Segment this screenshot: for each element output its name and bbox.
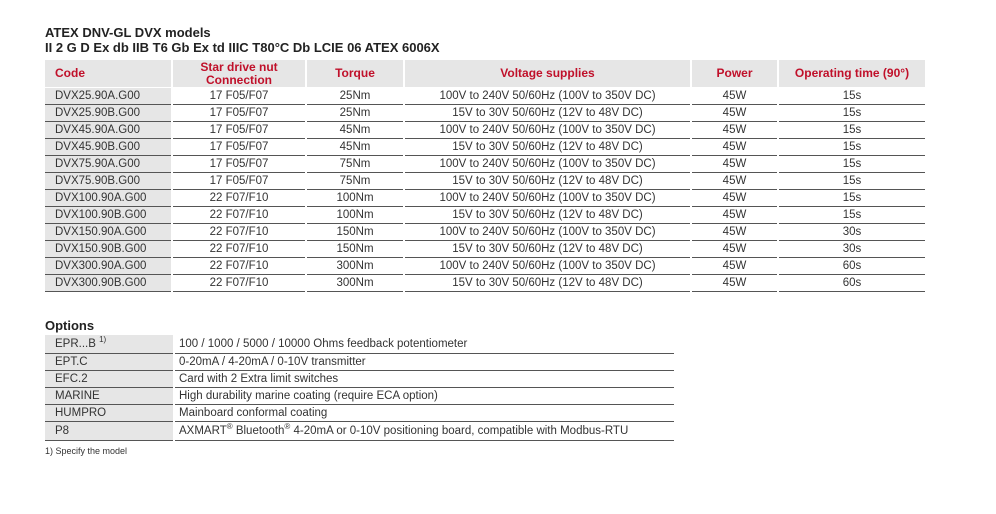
code-cell: DVX25.90B.G00 [45,105,172,122]
code-cell: DVX300.90A.G00 [45,258,172,275]
option-row [45,422,674,441]
option-description: High durability marine coating (require ECA option) [174,388,674,405]
operating-time-cell: 15s [778,190,925,207]
operating-time-cell: 15s [778,88,925,105]
star-drive-nut-cell: 22 F07/F10 [172,275,306,292]
model-row [45,275,925,292]
code-cell: DVX300.90B.G00 [45,275,172,292]
header-code: Code [45,60,172,88]
registered-mark: ® [284,422,291,432]
torque-cell: 45Nm [306,122,404,139]
option-code [45,388,174,405]
option-code-text: HUMPRO [55,407,107,419]
voltage-cell: 15V to 30V 50/60Hz (12V to 48V DC) [404,207,691,224]
torque-cell: 25Nm [306,88,404,105]
model-row [45,224,925,241]
model-row [45,139,925,156]
power-cell: 45W [691,258,778,275]
code-cell: DVX45.90B.G00 [45,139,172,156]
star-drive-nut-cell: 17 F05/F07 [172,156,306,173]
torque-cell: 150Nm [306,224,404,241]
power-cell: 45W [691,156,778,173]
operating-time-cell: 15s [778,156,925,173]
option-code [45,371,174,388]
power-cell: 45W [691,173,778,190]
voltage-cell: 15V to 30V 50/60Hz (12V to 48V DC) [404,241,691,258]
torque-cell: 75Nm [306,173,404,190]
star-drive-nut-cell: 17 F05/F07 [172,105,306,122]
option-row [45,335,674,354]
models-title: ATEX DNV-GL DVX models [45,25,211,40]
voltage-cell: 15V to 30V 50/60Hz (12V to 48V DC) [404,139,691,156]
voltage-cell: 100V to 240V 50/60Hz (100V to 350V DC) [404,88,691,105]
code-cell: DVX100.90B.G00 [45,207,172,224]
code-cell: DVX100.90A.G00 [45,190,172,207]
option-code-text: MARINE [55,390,100,402]
header-power: Power [691,60,778,88]
model-row [45,122,925,139]
power-cell: 45W [691,241,778,258]
model-row [45,173,925,190]
options-title: Options [45,318,95,333]
model-row [45,88,925,105]
code-cell: DVX75.90A.G00 [45,156,172,173]
header-star-drive-nut: Star drive nut Connection [172,60,306,88]
registered-mark: ® [226,422,233,432]
option-code-text: EFC.2 [55,373,88,385]
option-code-text: P8 [55,425,70,437]
option-code [45,335,174,354]
power-cell: 45W [691,275,778,292]
option-description: Mainboard conformal coating [174,405,674,422]
model-row [45,190,925,207]
power-cell: 45W [691,88,778,105]
star-drive-nut-cell: 22 F07/F10 [172,224,306,241]
torque-cell: 300Nm [306,258,404,275]
torque-cell: 100Nm [306,190,404,207]
code-cell: DVX150.90B.G00 [45,241,172,258]
code-cell: DVX25.90A.G00 [45,88,172,105]
footnote: 1) Specify the model [45,446,128,456]
option-row [45,371,674,388]
operating-time-cell: 15s [778,173,925,190]
voltage-cell: 100V to 240V 50/60Hz (100V to 350V DC) [404,190,691,207]
star-drive-nut-cell: 17 F05/F07 [172,173,306,190]
code-cell: DVX150.90A.G00 [45,224,172,241]
star-drive-nut-cell: 17 F05/F07 [172,139,306,156]
torque-cell: 150Nm [306,241,404,258]
star-drive-nut-cell: 17 F05/F07 [172,88,306,105]
star-drive-nut-cell: 17 F05/F07 [172,122,306,139]
model-row [45,105,925,122]
voltage-cell: 100V to 240V 50/60Hz (100V to 350V DC) [404,122,691,139]
option-code-text: EPR...B [55,338,96,350]
footnote-marker: 1) [99,335,107,345]
operating-time-cell: 60s [778,258,925,275]
models-table-body [45,88,925,292]
operating-time-cell: 30s [778,224,925,241]
torque-cell: 25Nm [306,105,404,122]
power-cell: 45W [691,207,778,224]
power-cell: 45W [691,105,778,122]
option-code [45,405,174,422]
star-drive-nut-cell: 22 F07/F10 [172,241,306,258]
operating-time-cell: 30s [778,241,925,258]
operating-time-cell: 15s [778,122,925,139]
power-cell: 45W [691,122,778,139]
option-row [45,405,674,422]
certification-line: II 2 G D Ex db IIB T6 Gb Ex td IIIC T80°C Db LCIE 06 ATEX 6006X [45,40,440,55]
code-cell: DVX45.90A.G00 [45,122,172,139]
operating-time-cell: 60s [778,275,925,292]
option-description [174,422,674,441]
header-torque: Torque [306,60,404,88]
power-cell: 45W [691,224,778,241]
voltage-cell: 15V to 30V 50/60Hz (12V to 48V DC) [404,173,691,190]
torque-cell: 300Nm [306,275,404,292]
operating-time-cell: 15s [778,105,925,122]
voltage-cell: 15V to 30V 50/60Hz (12V to 48V DC) [404,275,691,292]
option-description-part: Bluetooth [232,425,285,437]
models-table [45,60,925,292]
star-drive-nut-cell: 22 F07/F10 [172,258,306,275]
option-description: 0-20mA / 4-20mA / 0-10V transmitter [174,354,674,371]
header-operating-time: Operating time (90°) [778,60,925,88]
option-description: 100 / 1000 / 5000 / 10000 Ohms feedback potentiometer [174,335,674,354]
models-header-row [45,60,925,88]
voltage-cell: 100V to 240V 50/60Hz (100V to 350V DC) [404,224,691,241]
torque-cell: 100Nm [306,207,404,224]
model-row [45,156,925,173]
option-row [45,388,674,405]
header-voltage: Voltage supplies [404,60,691,88]
option-description: Card with 2 Extra limit switches [174,371,674,388]
option-code [45,354,174,371]
star-drive-nut-cell: 22 F07/F10 [172,190,306,207]
operating-time-cell: 15s [778,139,925,156]
voltage-cell: 100V to 240V 50/60Hz (100V to 350V DC) [404,156,691,173]
model-row [45,258,925,275]
options-table-body [45,335,674,441]
power-cell: 45W [691,190,778,207]
voltage-cell: 100V to 240V 50/60Hz (100V to 350V DC) [404,258,691,275]
option-description-part: AXMART [179,425,227,437]
option-code-text: EPT.C [55,356,88,368]
operating-time-cell: 15s [778,207,925,224]
star-drive-nut-cell: 22 F07/F10 [172,207,306,224]
model-row [45,207,925,224]
torque-cell: 75Nm [306,156,404,173]
power-cell: 45W [691,139,778,156]
option-code [45,422,174,441]
voltage-cell: 15V to 30V 50/60Hz (12V to 48V DC) [404,105,691,122]
code-cell: DVX75.90B.G00 [45,173,172,190]
model-row [45,241,925,258]
option-row [45,354,674,371]
options-table [45,335,674,441]
torque-cell: 45Nm [306,139,404,156]
option-description-part: 4-20mA or 0-10V positioning board, compatible with Modbus-RTU [290,425,629,437]
